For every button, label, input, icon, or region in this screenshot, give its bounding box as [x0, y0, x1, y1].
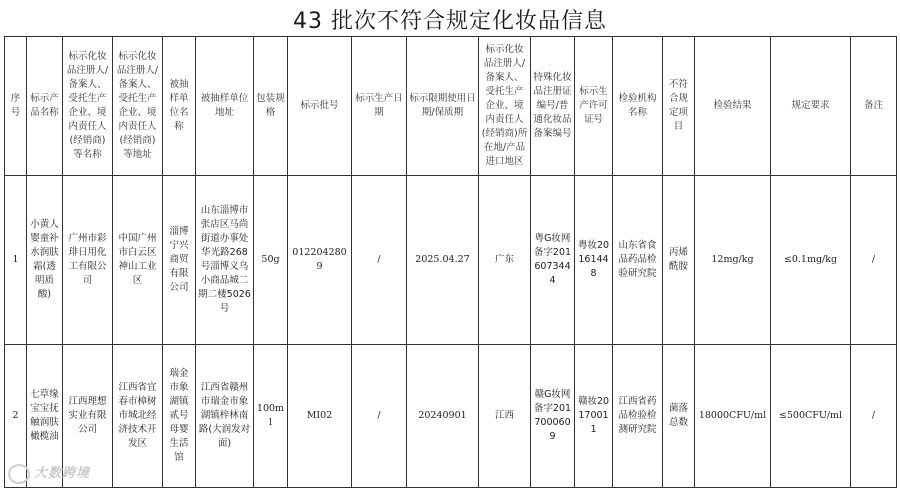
sampled-unit-address: 山东淄博市张店区马尚街道办事处华光路268号淄博义乌小商品城二期二楼5026号: [196, 176, 254, 345]
noncompliant-item: 丙烯酰胺: [663, 176, 695, 345]
header-cell: 标示生产许可证号: [575, 37, 613, 176]
package-size: 100ml: [254, 345, 288, 488]
header-cell: 被抽样单位地址: [196, 37, 254, 176]
header-cell: 标示生产日期: [352, 37, 407, 176]
sampled-unit-address: 江西省赣州市瑞金市象湖镇梓林南路(大润发对面): [196, 345, 254, 488]
header-cell: 标示化妆品注册人/备案人、受托生产企业、境内责任人(经销商)等名称: [63, 37, 113, 176]
remarks: /: [851, 345, 897, 488]
header-cell: 标示限期使用日期/保质期: [407, 37, 479, 176]
package-size: 50g: [254, 176, 288, 345]
test-result: 12mg/kg: [695, 176, 771, 345]
noncompliant-cosmetics-table: [4, 36, 897, 488]
origin-region: 江西: [479, 345, 531, 488]
header-cell: 检验结果: [695, 37, 771, 176]
production-date: /: [352, 176, 407, 345]
header-cell: 标示化妆品注册人/备案人、受托生产企业、境内责任人(经销商)等地址: [113, 37, 163, 176]
table-row: [5, 345, 897, 488]
expiry-date: 20240901: [407, 345, 479, 488]
watermark-logo-icon: [8, 464, 30, 484]
sampled-unit-name: 瑞金市象湖镇贰号母婴生活馆: [163, 345, 196, 488]
registrant-name: 广州市彩琲日用化工有限公司: [63, 176, 113, 345]
page-title: 43 批次不符合规定化妆品信息: [293, 9, 607, 34]
header-cell: 检验机构名称: [613, 37, 663, 176]
header-cell: 序号: [5, 37, 27, 176]
header-cell: 包装规格: [254, 37, 288, 176]
license-number: 赣妆20170011: [575, 345, 613, 488]
inspection-agency: 山东省食品药品检验研究院: [613, 176, 663, 345]
row-number: 2: [5, 345, 27, 488]
product-name: 七草缘宝宝抚触润肤橄榄油: [27, 345, 63, 488]
registrant-name: 江西理想实业有限公司: [63, 345, 113, 488]
header-cell: 不符合规定项目: [663, 37, 695, 176]
header-cell: 规定要求: [771, 37, 851, 176]
table-row: [5, 176, 897, 345]
batch-number: MI02: [288, 345, 352, 488]
requirement: ≤500CFU/ml: [771, 345, 851, 488]
requirement: ≤0.1mg/kg: [771, 176, 851, 345]
header-row: [5, 37, 897, 176]
registration-number: 粤G妆网备字2016073444: [531, 176, 575, 345]
test-result: 18000CFU/ml: [695, 345, 771, 488]
header-cell: 标示批号: [288, 37, 352, 176]
expiry-date: 2025.04.27: [407, 176, 479, 345]
header-cell: 备注: [851, 37, 897, 176]
header-cell: 标示化妆品注册人/备案人、受托生产企业、境内责任人(经销商)所在地/产品进口地区: [479, 37, 531, 176]
watermark: [8, 462, 90, 484]
origin-region: 广东: [479, 176, 531, 345]
header-cell: 被抽样单位名称: [163, 37, 196, 176]
header-cell: 特殊化妆品注册证编号/普通化妆品备案编号: [531, 37, 575, 176]
registrant-address: 中国广州市白云区神山工业区: [113, 176, 163, 345]
production-date: /: [352, 345, 407, 488]
registration-number: 赣G妆网备字2017000609: [531, 345, 575, 488]
product-name: 小黄人婴童补水润肤霜(透明质酸): [27, 176, 63, 345]
noncompliant-item: 菌落总数: [663, 345, 695, 488]
batch-number: 0122042809: [288, 176, 352, 345]
row-number: 1: [5, 176, 27, 345]
inspection-agency: 江西省药品检验检测研究院: [613, 345, 663, 488]
sampled-unit-name: 淄博宁兴商贸有限公司: [163, 176, 196, 345]
license-number: 粤妆20161448: [575, 176, 613, 345]
header-cell: 标示产品名称: [27, 37, 63, 176]
watermark-text: 大数跨境: [34, 466, 91, 481]
registrant-address: 江西省宜春市樟树市城北经济技术开发区: [113, 345, 163, 488]
remarks: /: [851, 176, 897, 345]
